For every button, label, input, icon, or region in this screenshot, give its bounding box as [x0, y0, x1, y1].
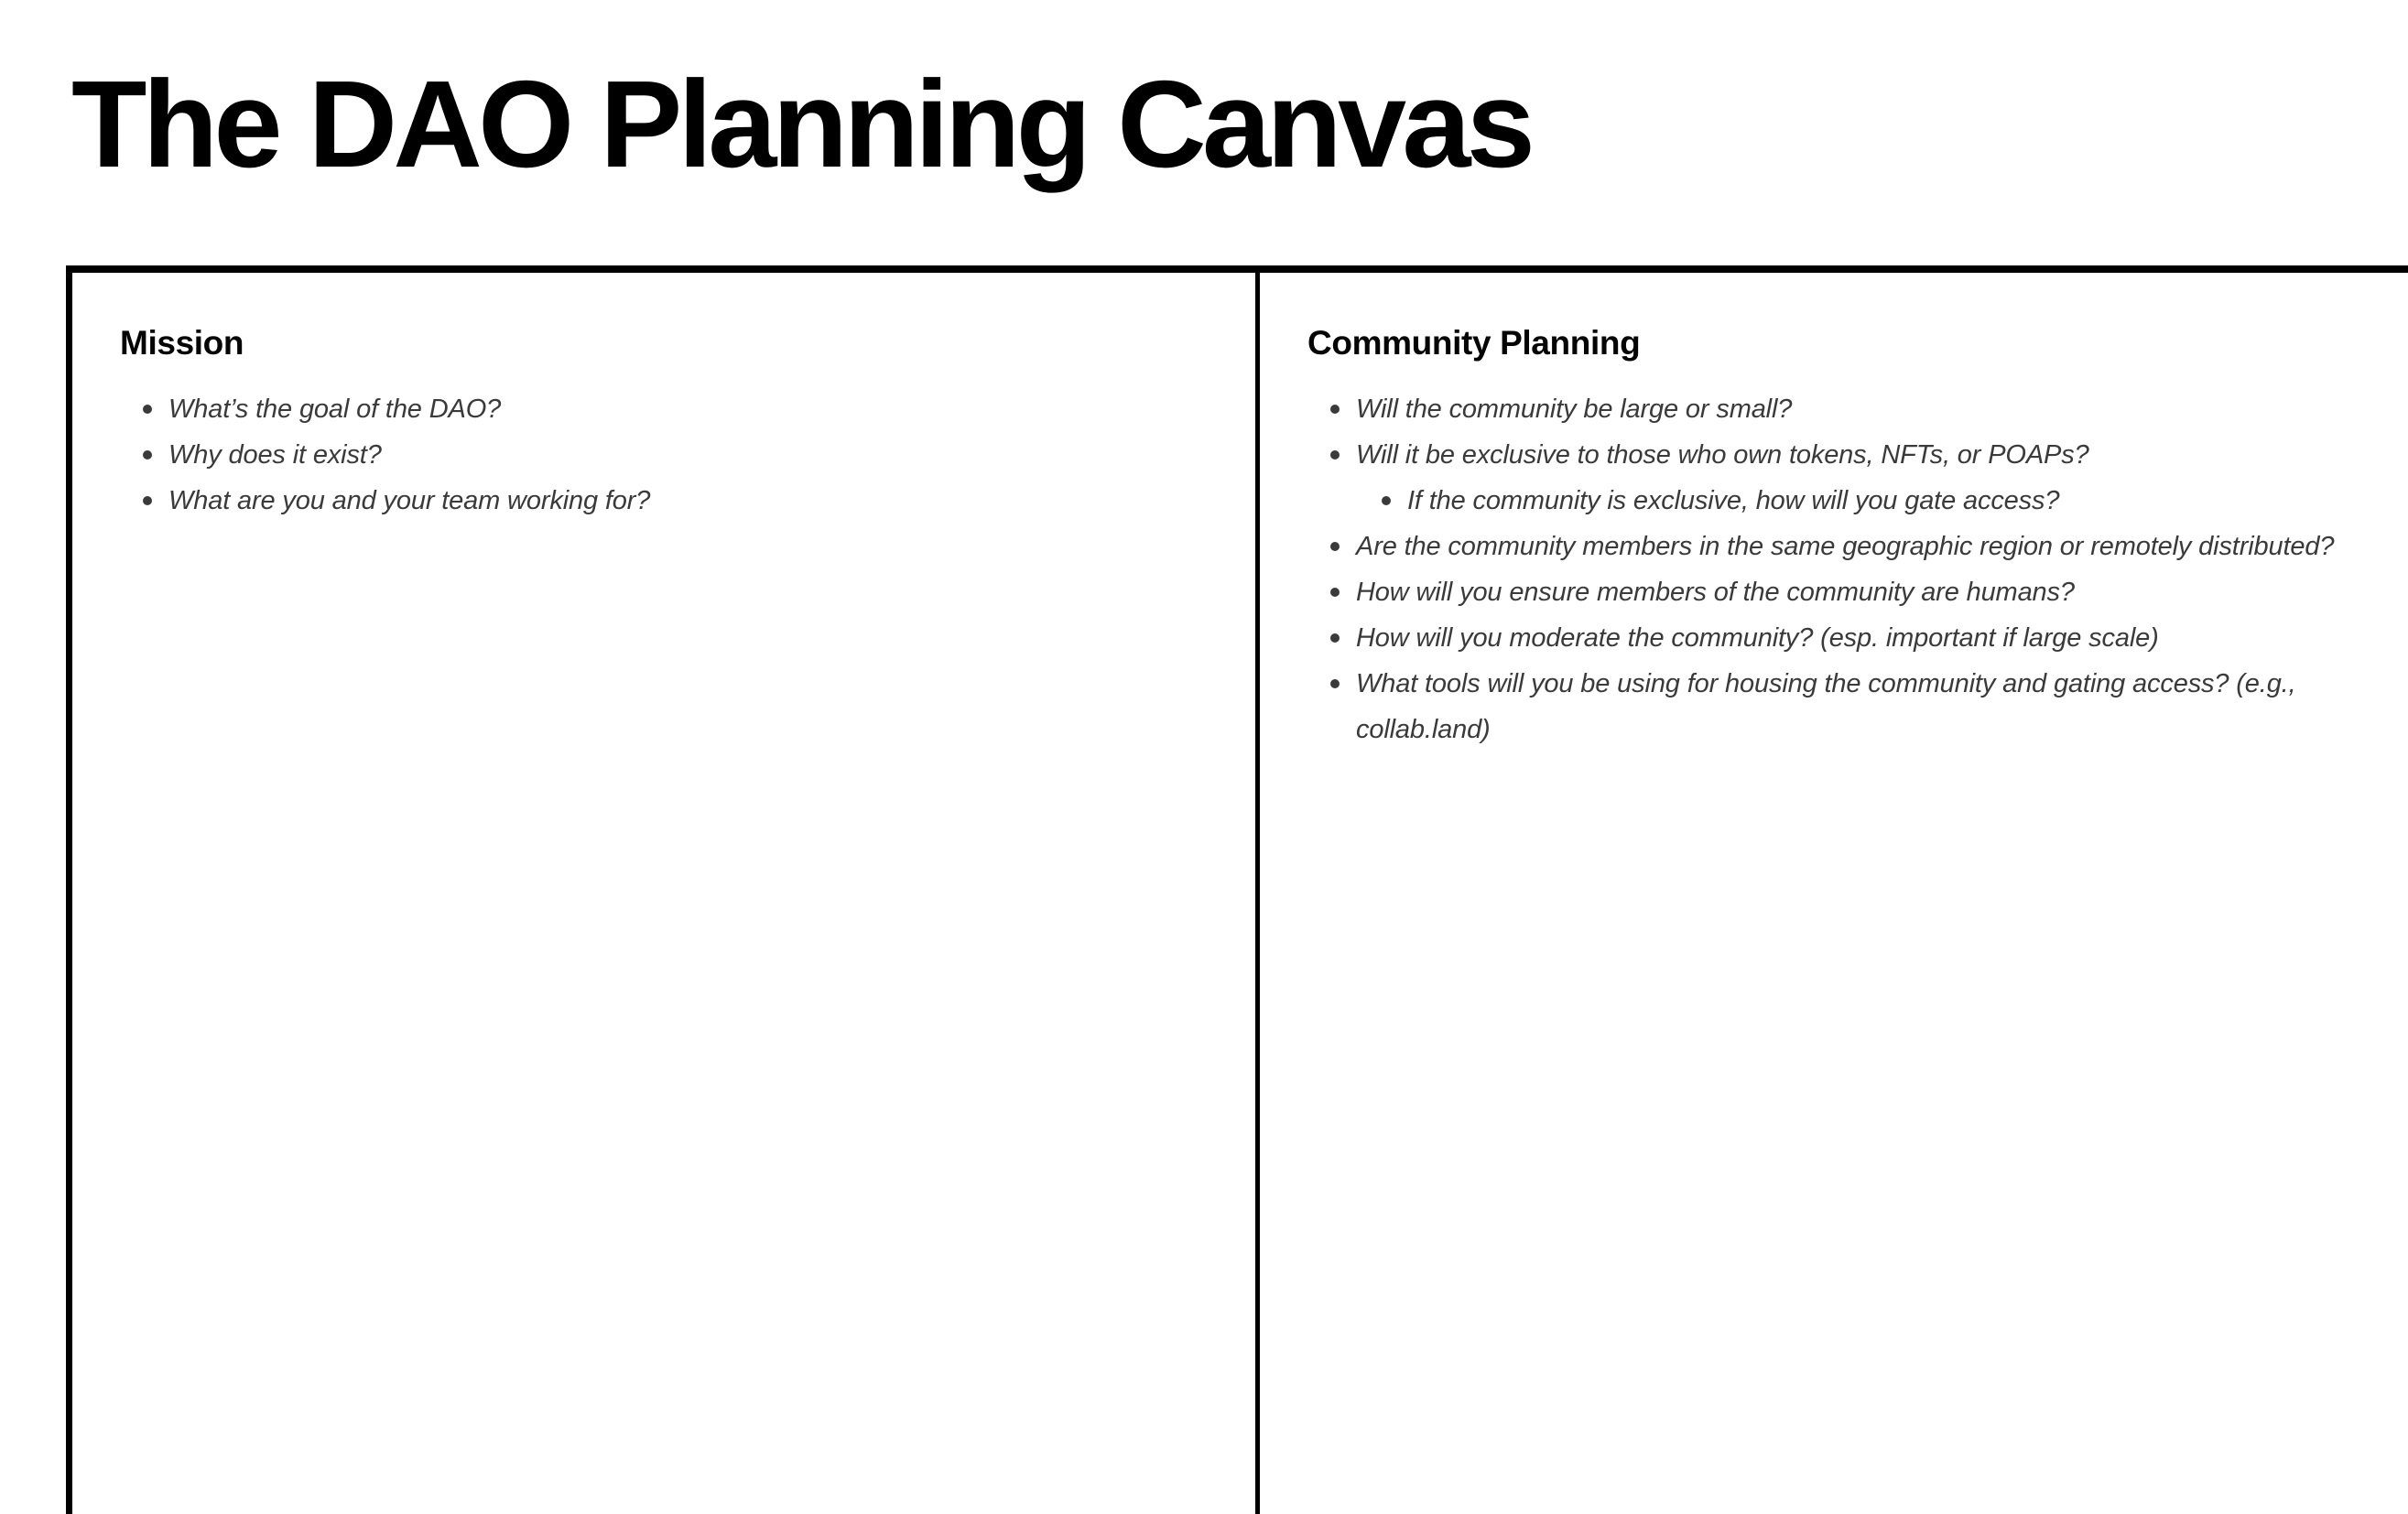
list-item-text: If the community is exclusive, how will you gate access?	[1407, 486, 2060, 515]
list-item	[1356, 432, 2391, 478]
list-item-text: What tools will you be using for housing the community and gating access? (e.g., collab.land)	[1356, 669, 2296, 744]
mission-section	[72, 273, 1255, 1514]
list-item-text: Are the community members in the same geographic region or remotely distributed?	[1356, 532, 2335, 561]
list-item	[168, 386, 1208, 432]
list-item	[1356, 615, 2391, 661]
list-item-text: Will the community be large or small?	[1356, 395, 1793, 424]
bullet-icon	[1330, 679, 1340, 688]
bullet-icon	[143, 450, 152, 460]
list-item	[1356, 524, 2391, 569]
list-item	[1356, 569, 2391, 615]
list-item	[168, 478, 1208, 524]
list-item	[1356, 661, 2391, 752]
bullet-icon	[1330, 405, 1340, 414]
planning-canvas-table	[66, 265, 2408, 1514]
mission-question-list	[120, 386, 1208, 524]
list-item	[168, 432, 1208, 478]
bullet-icon	[1330, 450, 1340, 460]
community-planning-heading: Community Planning	[1307, 324, 1641, 362]
bullet-icon	[1330, 542, 1340, 551]
mission-heading: Mission	[120, 324, 244, 362]
community-question-list	[1307, 386, 2391, 752]
list-item-text: Will it be exclusive to those who own tokens, NFTs, or POAPs?	[1356, 440, 2089, 470]
list-item-text: How will you ensure members of the community are humans?	[1356, 578, 2075, 607]
community-planning-section	[1255, 273, 2408, 1514]
list-item-nested	[1407, 478, 2391, 524]
list-item-text: Why does it exist?	[168, 440, 382, 470]
bullet-icon	[1330, 633, 1340, 643]
bullet-icon	[143, 405, 152, 414]
bullet-icon	[1330, 588, 1340, 597]
list-item-text: What’s the goal of the DAO?	[168, 395, 502, 424]
list-item-text: What are you and your team working for?	[168, 486, 651, 515]
list-item-text: How will you moderate the community? (esp. important if large scale)	[1356, 623, 2159, 653]
bullet-icon	[143, 496, 152, 505]
page-title: The DAO Planning Canvas	[71, 55, 1532, 193]
bullet-icon	[1382, 496, 1391, 505]
list-item	[1356, 386, 2391, 432]
